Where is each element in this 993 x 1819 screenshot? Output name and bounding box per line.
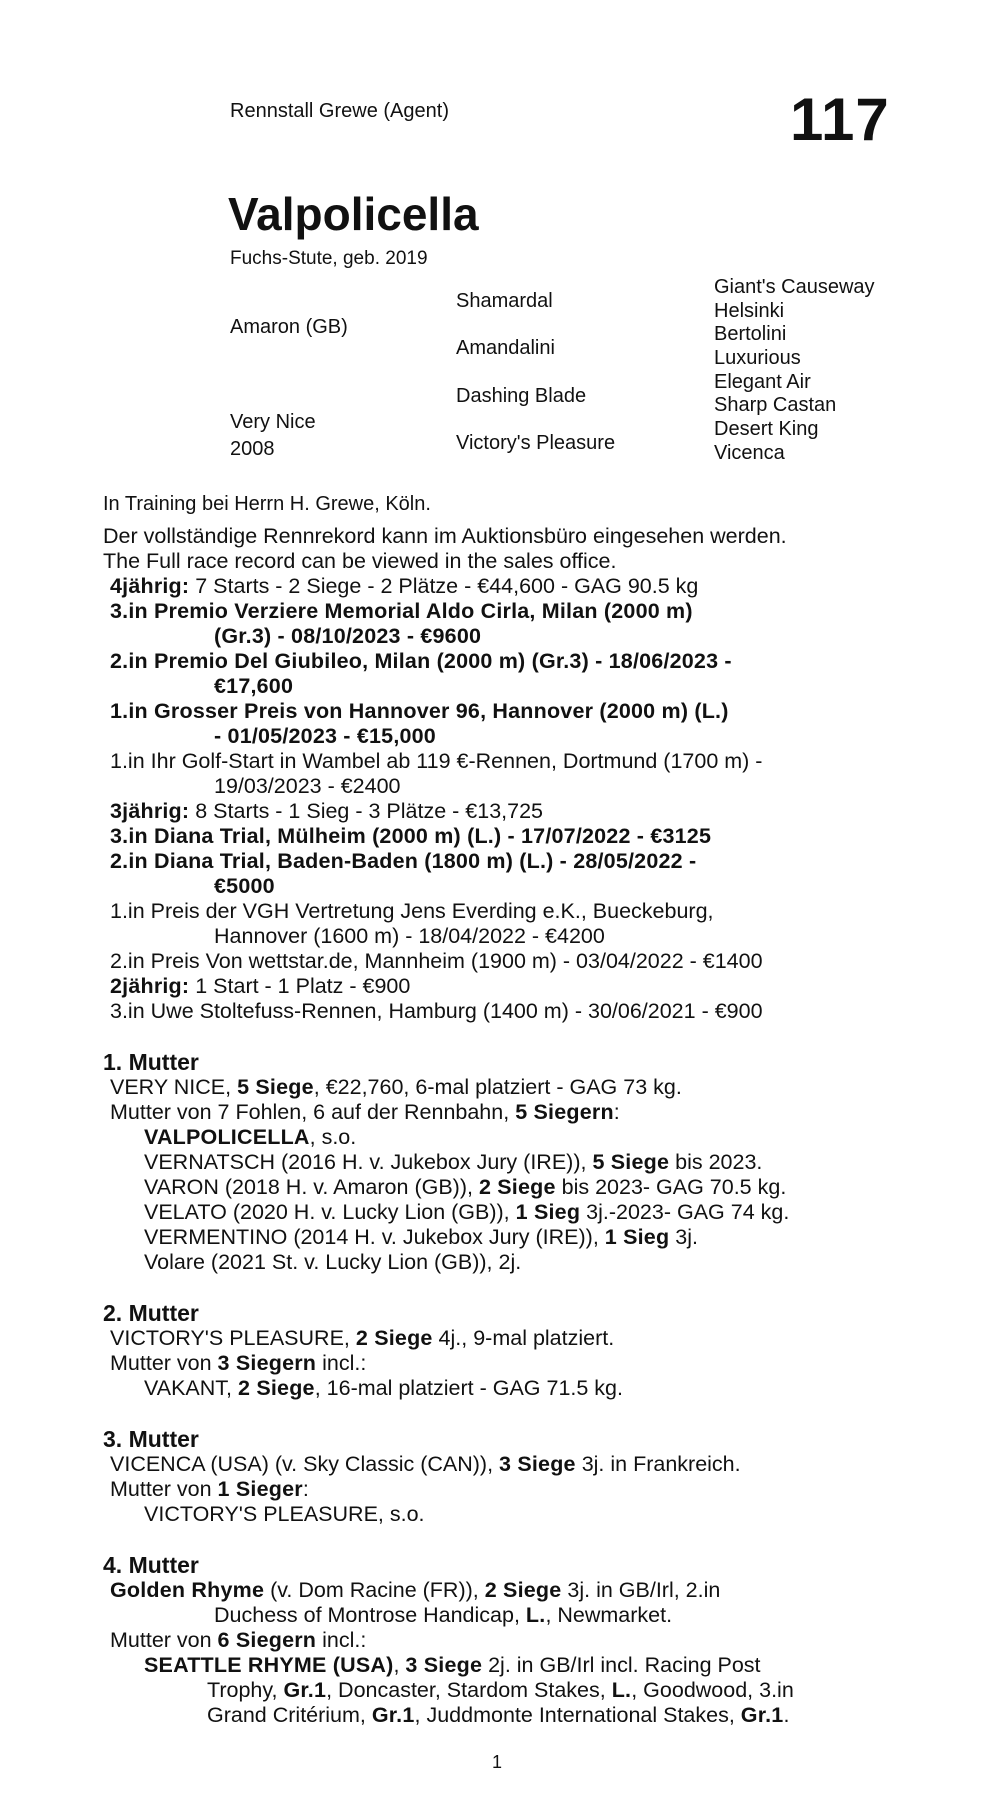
pedigree-ggp-1: Giant's Causeway bbox=[714, 276, 875, 298]
text-bold: L. bbox=[611, 1678, 632, 1702]
text: VAKANT, bbox=[144, 1376, 238, 1400]
pedigree-ggp-3: Bertolini bbox=[714, 323, 787, 345]
age4-summary bbox=[110, 574, 698, 599]
pedigree-dam-dam: Victory's Pleasure bbox=[456, 432, 616, 454]
text: Duchess of Montrose Handicap, bbox=[214, 1603, 526, 1627]
text: VICENCA (USA) (v. Sky Classic (CAN)), bbox=[110, 1452, 500, 1476]
race-line: 1.in Grosser Preis von Hannover 96, Hannover (2000 m) (L.) bbox=[110, 699, 729, 723]
race-line: (Gr.3) - 08/10/2023 - €9600 bbox=[214, 624, 482, 648]
training-note: In Training bei Herrn H. Grewe, Köln. bbox=[103, 493, 431, 515]
text-bold: 3 Siege bbox=[499, 1452, 576, 1476]
text-bold: Gr.1 bbox=[371, 1703, 415, 1727]
text: 3j. in GB/Irl, 2.in bbox=[561, 1578, 721, 1602]
text: 3j. bbox=[669, 1225, 698, 1249]
text: Mutter von bbox=[110, 1351, 218, 1375]
text: , €22,760, 6-mal platziert - GAG 73 kg. bbox=[313, 1075, 682, 1099]
text: . bbox=[783, 1703, 790, 1727]
text: Mutter von bbox=[110, 1477, 218, 1501]
text: VARON (2018 H. v. Amaron (GB)), bbox=[144, 1175, 479, 1199]
text: VERNATSCH (2016 H. v. Jukebox Jury (IRE)), bbox=[144, 1150, 593, 1174]
race-line: 3.in Diana Trial, Mülheim (2000 m) (L.) - 17/07/2022 - €3125 bbox=[110, 824, 712, 848]
text-bold: 3 Siegern bbox=[217, 1351, 317, 1375]
race-line: 2.in Preis Von wettstar.de, Mannheim (1900 m) - 03/04/2022 - €1400 bbox=[110, 949, 763, 973]
race-line: €5000 bbox=[214, 874, 275, 898]
age3-summary bbox=[110, 799, 543, 824]
text: , Juddmonte International Stakes, bbox=[414, 1703, 741, 1727]
pedigree-ggp-8: Vicenca bbox=[714, 442, 785, 464]
race-line: 19/03/2023 - €2400 bbox=[214, 774, 401, 798]
dam4-line bbox=[207, 1703, 789, 1728]
dam2-line bbox=[144, 1376, 623, 1401]
text-bold: 1 Sieg bbox=[604, 1225, 670, 1249]
race-record-note-de: Der vollständige Rennrekord kann im Auktionsbüro eingesehen werden. bbox=[103, 524, 787, 548]
lot-number: 117 bbox=[790, 86, 890, 153]
text: VERY NICE, bbox=[110, 1075, 238, 1099]
dam3-heading: 3. Mutter bbox=[103, 1426, 199, 1452]
text-bold: Gr.1 bbox=[283, 1678, 327, 1702]
text-bold: VALPOLICELLA bbox=[144, 1125, 310, 1149]
text: Grand Critérium, bbox=[207, 1703, 372, 1727]
text: : bbox=[302, 1477, 309, 1501]
text: , Doncaster, Stardom Stakes, bbox=[326, 1678, 612, 1702]
text-bold: 5 Siegern bbox=[515, 1100, 614, 1124]
text: incl.: bbox=[316, 1628, 367, 1652]
text: : bbox=[613, 1100, 620, 1124]
text: Mutter von bbox=[110, 1628, 218, 1652]
text: Mutter von 7 Fohlen, 6 auf der Rennbahn, bbox=[110, 1100, 516, 1124]
dam1-line bbox=[144, 1200, 789, 1225]
dam2-line bbox=[110, 1326, 614, 1351]
text-bold: 1 Sieger bbox=[217, 1477, 303, 1501]
race-line: 1.in Preis der VGH Vertretung Jens Everding e.K., Bueckeburg, bbox=[110, 899, 714, 923]
text: , 16-mal platziert - GAG 71.5 kg. bbox=[314, 1376, 623, 1400]
age2-label: 2jährig: bbox=[110, 974, 190, 998]
dam1-line bbox=[144, 1125, 356, 1150]
text: VICTORY'S PLEASURE, bbox=[110, 1326, 356, 1350]
age3-summary-text: 8 Starts - 1 Sieg - 3 Plätze - €13,725 bbox=[189, 799, 544, 823]
pedigree-ggp-2: Helsinki bbox=[714, 300, 785, 322]
text-bold: Golden Rhyme bbox=[110, 1578, 265, 1602]
age2-summary-text: 1 Start - 1 Platz - €900 bbox=[189, 974, 411, 998]
text-bold: 5 Siege bbox=[592, 1150, 670, 1174]
text: bis 2023- GAG 70.5 kg. bbox=[555, 1175, 787, 1199]
race-record-note-en: The Full race record can be viewed in the sales office. bbox=[103, 549, 617, 573]
consignor-agent: Rennstall Grewe (Agent) bbox=[230, 100, 449, 122]
dam1-line: Volare (2021 St. v. Lucky Lion (GB)), 2j. bbox=[144, 1250, 522, 1274]
text: , s.o. bbox=[309, 1125, 357, 1149]
text-bold: 2 Siege bbox=[238, 1376, 315, 1400]
pedigree-dam-sire: Dashing Blade bbox=[456, 385, 587, 407]
page-number: 1 bbox=[492, 1752, 503, 1772]
pedigree-ggp-6: Sharp Castan bbox=[714, 394, 837, 416]
text: Trophy, bbox=[207, 1678, 284, 1702]
text-bold: 1 Sieg bbox=[515, 1200, 581, 1224]
dam1-line bbox=[110, 1100, 620, 1125]
race-line: 2.in Diana Trial, Baden-Baden (1800 m) (L.) - 28/05/2022 - bbox=[110, 849, 697, 873]
dam1-line bbox=[144, 1225, 698, 1250]
dam3-line bbox=[110, 1452, 741, 1477]
text: VELATO (2020 H. v. Lucky Lion (GB)), bbox=[144, 1200, 516, 1224]
dam4-line bbox=[110, 1578, 720, 1603]
pedigree-sire-sire: Shamardal bbox=[456, 290, 553, 312]
dam4-heading: 4. Mutter bbox=[103, 1552, 199, 1578]
text: 2j. in GB/Irl incl. Racing Post bbox=[482, 1653, 761, 1677]
text: 4j., 9-mal platziert. bbox=[432, 1326, 615, 1350]
pedigree-sire-dam: Amandalini bbox=[456, 337, 555, 359]
dam4-line bbox=[214, 1603, 672, 1628]
age2-summary bbox=[110, 974, 410, 999]
dam1-heading: 1. Mutter bbox=[103, 1049, 199, 1075]
text: bis 2023. bbox=[669, 1150, 763, 1174]
race-line: 3.in Uwe Stoltefuss-Rennen, Hamburg (1400 m) - 30/06/2021 - €900 bbox=[110, 999, 763, 1023]
text: (v. Dom Racine (FR)), bbox=[264, 1578, 485, 1602]
text-bold: 2 Siege bbox=[355, 1326, 433, 1350]
age4-label: 4jährig: bbox=[110, 574, 190, 598]
race-line: 2.in Premio Del Giubileo, Milan (2000 m) (Gr.3) - 18/06/2023 - bbox=[110, 649, 732, 673]
pedigree-ggp-4: Luxurious bbox=[714, 347, 801, 369]
age4-summary-text: 7 Starts - 2 Siege - 2 Plätze - €44,600 - GAG 90.5 kg bbox=[189, 574, 699, 598]
text-bold: Gr.1 bbox=[740, 1703, 784, 1727]
text-bold: 2 Siege bbox=[478, 1175, 556, 1199]
text: VERMENTINO (2014 H. v. Jukebox Jury (IRE)), bbox=[144, 1225, 605, 1249]
text: , Goodwood, 3.in bbox=[631, 1678, 794, 1702]
text: , bbox=[393, 1653, 406, 1677]
text-bold: 3 Siege bbox=[405, 1653, 483, 1677]
race-line: Hannover (1600 m) - 18/04/2022 - €4200 bbox=[214, 924, 605, 948]
race-line: 1.in Ihr Golf-Start in Wambel ab 119 €-Rennen, Dortmund (1700 m) - bbox=[110, 749, 763, 773]
pedigree-sire: Amaron (GB) bbox=[230, 316, 348, 338]
horse-description: Fuchs-Stute, geb. 2019 bbox=[230, 248, 428, 269]
dam2-line bbox=[110, 1351, 366, 1376]
pedigree-dam-year: 2008 bbox=[230, 438, 275, 460]
dam2-heading: 2. Mutter bbox=[103, 1300, 199, 1326]
dam4-line bbox=[207, 1678, 794, 1703]
dam3-line: VICTORY'S PLEASURE, s.o. bbox=[144, 1502, 425, 1526]
dam4-line bbox=[144, 1653, 761, 1678]
dam3-line bbox=[110, 1477, 309, 1502]
dam1-line bbox=[144, 1150, 762, 1175]
age3-label: 3jährig: bbox=[110, 799, 190, 823]
dam1-line bbox=[144, 1175, 786, 1200]
text: 3j.-2023- GAG 74 kg. bbox=[580, 1200, 790, 1224]
pedigree-ggp-5: Elegant Air bbox=[714, 371, 811, 393]
text-bold: 6 Siegern bbox=[217, 1628, 317, 1652]
pedigree-ggp-7: Desert King bbox=[714, 418, 819, 440]
race-line: 3.in Premio Verziere Memorial Aldo Cirla, Milan (2000 m) bbox=[110, 599, 693, 623]
text: , Newmarket. bbox=[545, 1603, 673, 1627]
race-line: €17,600 bbox=[214, 674, 294, 698]
text: incl.: bbox=[316, 1351, 367, 1375]
race-line: - 01/05/2023 - €15,000 bbox=[214, 724, 436, 748]
dam4-line bbox=[110, 1628, 366, 1653]
pedigree-dam: Very Nice bbox=[230, 411, 316, 433]
text-bold: 2 Siege bbox=[484, 1578, 562, 1602]
text: 3j. in Frankreich. bbox=[575, 1452, 741, 1476]
text-bold: SEATTLE RHYME (USA) bbox=[144, 1653, 394, 1677]
dam1-line bbox=[110, 1075, 682, 1100]
text-bold: 5 Siege bbox=[237, 1075, 314, 1099]
horse-name: Valpolicella bbox=[228, 188, 479, 240]
text-bold: L. bbox=[525, 1603, 546, 1627]
